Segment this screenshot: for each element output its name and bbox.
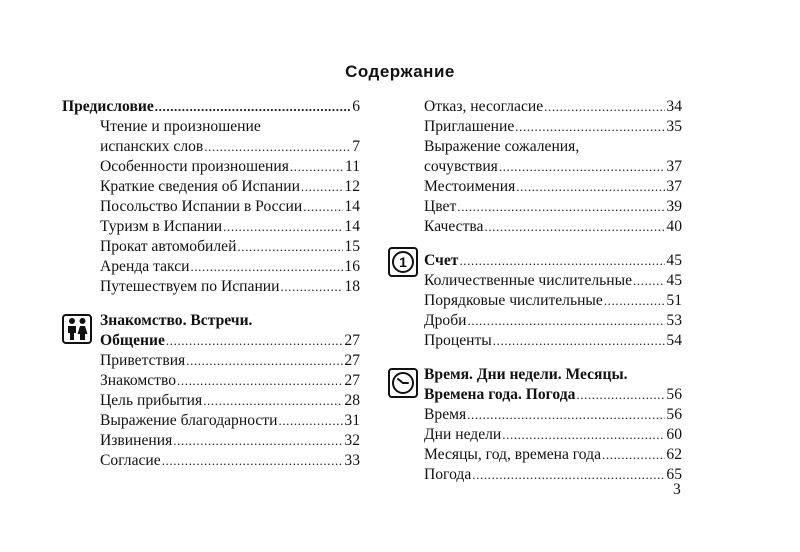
toc-entry[interactable]	[62, 431, 360, 451]
toc-entry-page: 31	[344, 412, 360, 429]
toc-entry[interactable]	[388, 331, 682, 351]
toc-entry-page: 27	[344, 332, 360, 349]
toc-entry[interactable]	[62, 411, 360, 431]
toc-entry[interactable]	[62, 371, 360, 391]
toc-section-heading: Знакомство. Встречи.	[100, 312, 253, 329]
toc-entry[interactable]	[62, 451, 360, 471]
toc-entry-line: Выражение сожаления,	[424, 138, 580, 155]
toc-entry-page: 18	[344, 278, 360, 295]
toc-entry[interactable]	[62, 137, 360, 157]
toc-entry-label: Согласие	[100, 452, 161, 469]
toc-entry[interactable]	[388, 311, 682, 331]
toc-entry-label: Проценты	[424, 332, 492, 349]
clock-icon	[388, 368, 418, 398]
dot-leader	[162, 451, 344, 471]
toc-entry-page: 56	[666, 406, 682, 423]
toc-entry-label: Время	[424, 406, 467, 423]
toc-entry[interactable]	[388, 425, 682, 445]
toc-entry-page: 6	[352, 98, 360, 115]
toc-entry-page: 15	[344, 238, 360, 255]
page-title: Содержание	[345, 62, 455, 81]
toc-entry[interactable]	[62, 217, 360, 237]
dot-leader	[602, 445, 665, 465]
toc-entry-label: Местоимения	[424, 178, 516, 195]
toc-entry-page: 33	[344, 452, 360, 469]
toc-entry[interactable]	[62, 351, 360, 371]
toc-entry[interactable]	[62, 237, 360, 257]
toc-entry-page: 37	[666, 158, 682, 175]
toc-entry-page: 14	[344, 198, 360, 215]
dot-leader	[203, 391, 343, 411]
toc-entry[interactable]	[62, 157, 360, 177]
toc-entry-label: Предисловие	[62, 98, 154, 115]
toc-right-column	[388, 97, 682, 485]
number-one-glyph: 1	[399, 254, 407, 270]
toc-entry-label: Аренда такси	[100, 258, 190, 275]
dot-leader	[499, 157, 666, 177]
toc-section-time	[388, 365, 682, 485]
toc-entry-page: 37	[666, 178, 682, 195]
toc-entry[interactable]	[388, 117, 682, 137]
toc-entry-page: 60	[666, 426, 682, 443]
toc-entry-label: Приветствия	[100, 352, 186, 369]
toc-entry-page: 27	[344, 372, 360, 389]
toc-entry-label: Знакомство	[100, 372, 177, 389]
toc-entry-page: 54	[666, 332, 682, 349]
dot-leader	[604, 291, 666, 311]
toc-entry-label: испанских слов	[100, 138, 204, 155]
toc-entry-page: 34	[666, 98, 682, 115]
toc-entry-meeting[interactable]	[62, 331, 360, 351]
toc-entry-page: 11	[344, 158, 360, 175]
toc-entry[interactable]	[388, 217, 682, 237]
dot-leader	[166, 331, 344, 351]
dot-leader	[472, 465, 665, 485]
toc-entry-page: 53	[666, 312, 682, 329]
toc-entry-label: Дни недели	[424, 426, 502, 443]
toc-entry-label: Особенности произношения	[100, 158, 289, 175]
dot-leader	[633, 271, 665, 291]
dot-leader	[544, 97, 665, 117]
toc-entry-page: 16	[344, 258, 360, 275]
dot-leader	[186, 351, 343, 371]
toc-entry-page: 12	[344, 178, 360, 195]
dot-leader	[468, 311, 666, 331]
toc-entry-page: 35	[666, 118, 682, 135]
toc-entry-page: 39	[666, 198, 682, 215]
toc-entry[interactable]	[388, 177, 682, 197]
toc-entry-count[interactable]	[388, 251, 682, 271]
toc-entry-line: Чтение и произношение	[100, 118, 261, 135]
dot-leader	[459, 251, 665, 271]
toc-entry-time[interactable]	[388, 385, 682, 405]
dot-leader	[516, 177, 665, 197]
dot-leader	[278, 411, 343, 431]
toc-entry-label: Времена года. Погода	[424, 386, 576, 403]
toc-entry-label: сочувствия	[424, 158, 498, 175]
toc-entry-page: 45	[666, 272, 682, 289]
dot-leader	[484, 217, 665, 237]
dot-leader	[467, 405, 665, 425]
toc-entry-page: 62	[666, 446, 682, 463]
toc-entry[interactable]	[62, 277, 360, 297]
dot-leader	[237, 237, 343, 257]
toc-entry-label: Краткие сведения об Испании	[100, 178, 300, 195]
dot-leader	[177, 371, 343, 391]
toc-entry-label: Отказ, несогласие	[424, 98, 544, 115]
toc-entry[interactable]	[388, 271, 682, 291]
people-icon	[62, 314, 92, 344]
dot-leader	[301, 177, 343, 197]
toc-section-heading: Время. Дни недели. Месяцы.	[424, 366, 628, 383]
toc-entry-label: Извинения	[100, 432, 173, 449]
dot-leader	[223, 217, 343, 237]
toc-entry-label: Качества	[424, 218, 484, 235]
toc-entry-page: 27	[344, 352, 360, 369]
toc-entry[interactable]	[388, 405, 682, 425]
toc-entry-label: Цвет	[424, 198, 457, 215]
page-number: 3	[673, 481, 681, 498]
toc-entry-page: 40	[666, 218, 682, 235]
toc-entry[interactable]	[388, 97, 682, 117]
toc-entry[interactable]	[388, 445, 682, 465]
toc-left-column	[62, 97, 360, 471]
dot-leader	[204, 137, 351, 157]
dot-leader	[493, 331, 666, 351]
toc-entry-label: Прокат автомобилей	[100, 238, 237, 255]
toc-entry-label: Приглашение	[424, 118, 515, 135]
toc-entry-label: Туризм в Испании	[100, 218, 223, 235]
dot-leader	[502, 425, 665, 445]
dot-leader	[576, 385, 665, 405]
toc-entry[interactable]	[62, 257, 360, 277]
toc-entry[interactable]	[388, 291, 682, 311]
toc-entry-label: Общение	[100, 332, 165, 349]
toc-entry-label: Цель прибытия	[100, 392, 203, 409]
toc-entry-page: 65	[666, 466, 682, 483]
dot-leader	[515, 117, 665, 137]
toc-entry-page: 7	[352, 138, 360, 155]
toc-entry[interactable]	[388, 197, 682, 217]
toc-entry[interactable]	[62, 391, 360, 411]
toc-entry-label: Выражение благодарности	[100, 412, 278, 429]
dot-leader	[290, 157, 344, 177]
toc-entry-page: 56	[666, 386, 682, 403]
dot-leader	[457, 197, 665, 217]
toc-entry-page: 51	[666, 292, 682, 309]
toc-entry-page: 32	[344, 432, 360, 449]
dot-leader	[155, 97, 351, 117]
toc-entry-page: 45	[666, 252, 682, 269]
toc-entry-label: Месяцы, год, времена года	[424, 446, 602, 463]
toc-section-meeting	[62, 311, 360, 471]
toc-entry-label: Посольство Испании в России	[100, 198, 303, 215]
toc-entry-label: Дроби	[424, 312, 467, 329]
toc-entry[interactable]	[388, 465, 682, 485]
toc-entry[interactable]	[62, 177, 360, 197]
toc-entry-page: 28	[344, 392, 360, 409]
dot-leader	[173, 431, 343, 451]
toc-entry[interactable]	[388, 157, 682, 177]
toc-section-count	[388, 251, 682, 351]
toc-entry-page: 14	[344, 218, 360, 235]
dot-leader	[303, 197, 343, 217]
toc-entry[interactable]	[62, 197, 360, 217]
dot-leader	[190, 257, 343, 277]
toc-entry-label: Количественные числительные	[424, 272, 633, 289]
toc-entry-label: Погода	[424, 466, 472, 483]
dot-leader	[280, 277, 343, 297]
toc-entry-label: Путешествуем по Испании	[100, 278, 280, 295]
toc-entry-label: Счет	[424, 252, 459, 269]
toc-entry-preface[interactable]	[62, 97, 360, 117]
number-one-icon	[388, 247, 418, 277]
toc-entry-label: Порядковые числительные	[424, 292, 603, 309]
